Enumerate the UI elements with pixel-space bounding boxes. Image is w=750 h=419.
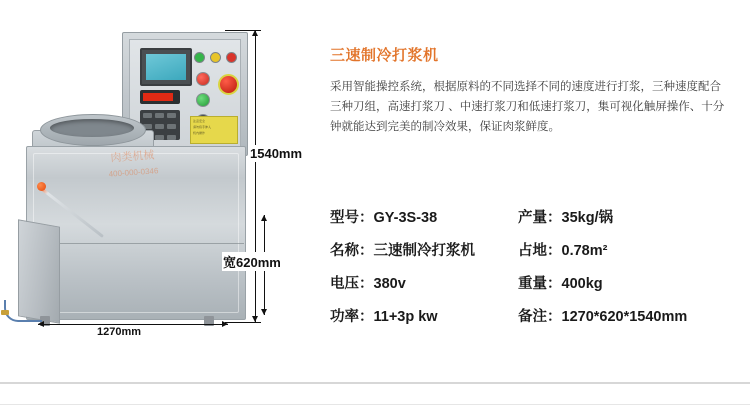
- digital-display: [140, 90, 180, 104]
- push-button-green: [196, 93, 210, 107]
- height-dimension-line: [255, 30, 256, 322]
- power-cable: [4, 300, 42, 322]
- section-divider-top: [0, 382, 750, 384]
- keypad-key: [155, 135, 164, 140]
- spec-table: [330, 200, 738, 332]
- warning-line-2: 请勿将手伸入: [193, 125, 212, 129]
- spec-capacity: 产量：35kg/锅: [518, 210, 614, 226]
- digital-display-readout: [143, 93, 173, 101]
- push-button-red: [196, 72, 210, 86]
- warning-line-3: 机内操作: [193, 131, 206, 135]
- hmi-screen: [146, 54, 186, 80]
- keypad-key: [167, 135, 176, 140]
- warning-line-1: 注意安全: [193, 119, 206, 123]
- width-dimension-label: 1270mm: [97, 326, 142, 338]
- keypad-key: [155, 124, 164, 129]
- spec-voltage: 电压：380v: [330, 276, 406, 292]
- height-tick-bottom: [225, 322, 261, 323]
- watermark-line-2: 400-000-0346: [108, 166, 159, 179]
- depth-dimension-label: 宽620mm: [222, 252, 282, 271]
- section-divider-bottom: [0, 404, 750, 405]
- keypad-key: [143, 113, 152, 118]
- keypad-key: [167, 113, 176, 118]
- watermark-line-1: 肉类机械: [110, 149, 155, 165]
- keypad-row: [140, 110, 180, 121]
- keypad-key: [167, 124, 176, 129]
- keypad-key: [155, 113, 164, 118]
- product-title: 三速制冷打浆机: [330, 47, 439, 64]
- height-dimension-label: 1540mm: [250, 146, 303, 161]
- indicator-lamp-red-icon: [226, 52, 237, 63]
- spec-power: 功率：11+3p kw: [330, 309, 438, 325]
- spec-weight: 重量：400kg: [518, 276, 603, 292]
- spec-name: 名称：三速制冷打浆机: [330, 243, 475, 259]
- product-info: [330, 44, 730, 137]
- touchscreen-hmi: [140, 48, 192, 86]
- indicator-lamp-green-icon: [194, 52, 205, 63]
- tilt-handle-knob: [37, 182, 46, 191]
- product-description: 采用智能操控系统，根据原料的不同选择不同的速度进行打浆，三种速度配合三种刀组，高速打浆刀 、中速打浆刀和低速打浆刀，集可视化触屏操作、十分钟就能达到完美的制冷效果，保证肉浆鲜度。: [330, 81, 725, 133]
- spec-model: 型号：GY-3S-38: [330, 210, 438, 226]
- spec-remark: 备注：1270*620*1540mm: [518, 309, 688, 325]
- warning-label-plate: [190, 116, 238, 144]
- width-dimension-line: [38, 324, 228, 325]
- spec-footprint: 占地：0.78m²: [518, 243, 608, 259]
- indicator-lamp-row: [194, 52, 237, 63]
- indicator-lamp-yellow-icon: [210, 52, 221, 63]
- mixing-bowl-interior: [50, 119, 134, 137]
- machine-illustration: [18, 18, 248, 318]
- emergency-stop-button: [218, 74, 239, 95]
- power-plug: [1, 310, 9, 315]
